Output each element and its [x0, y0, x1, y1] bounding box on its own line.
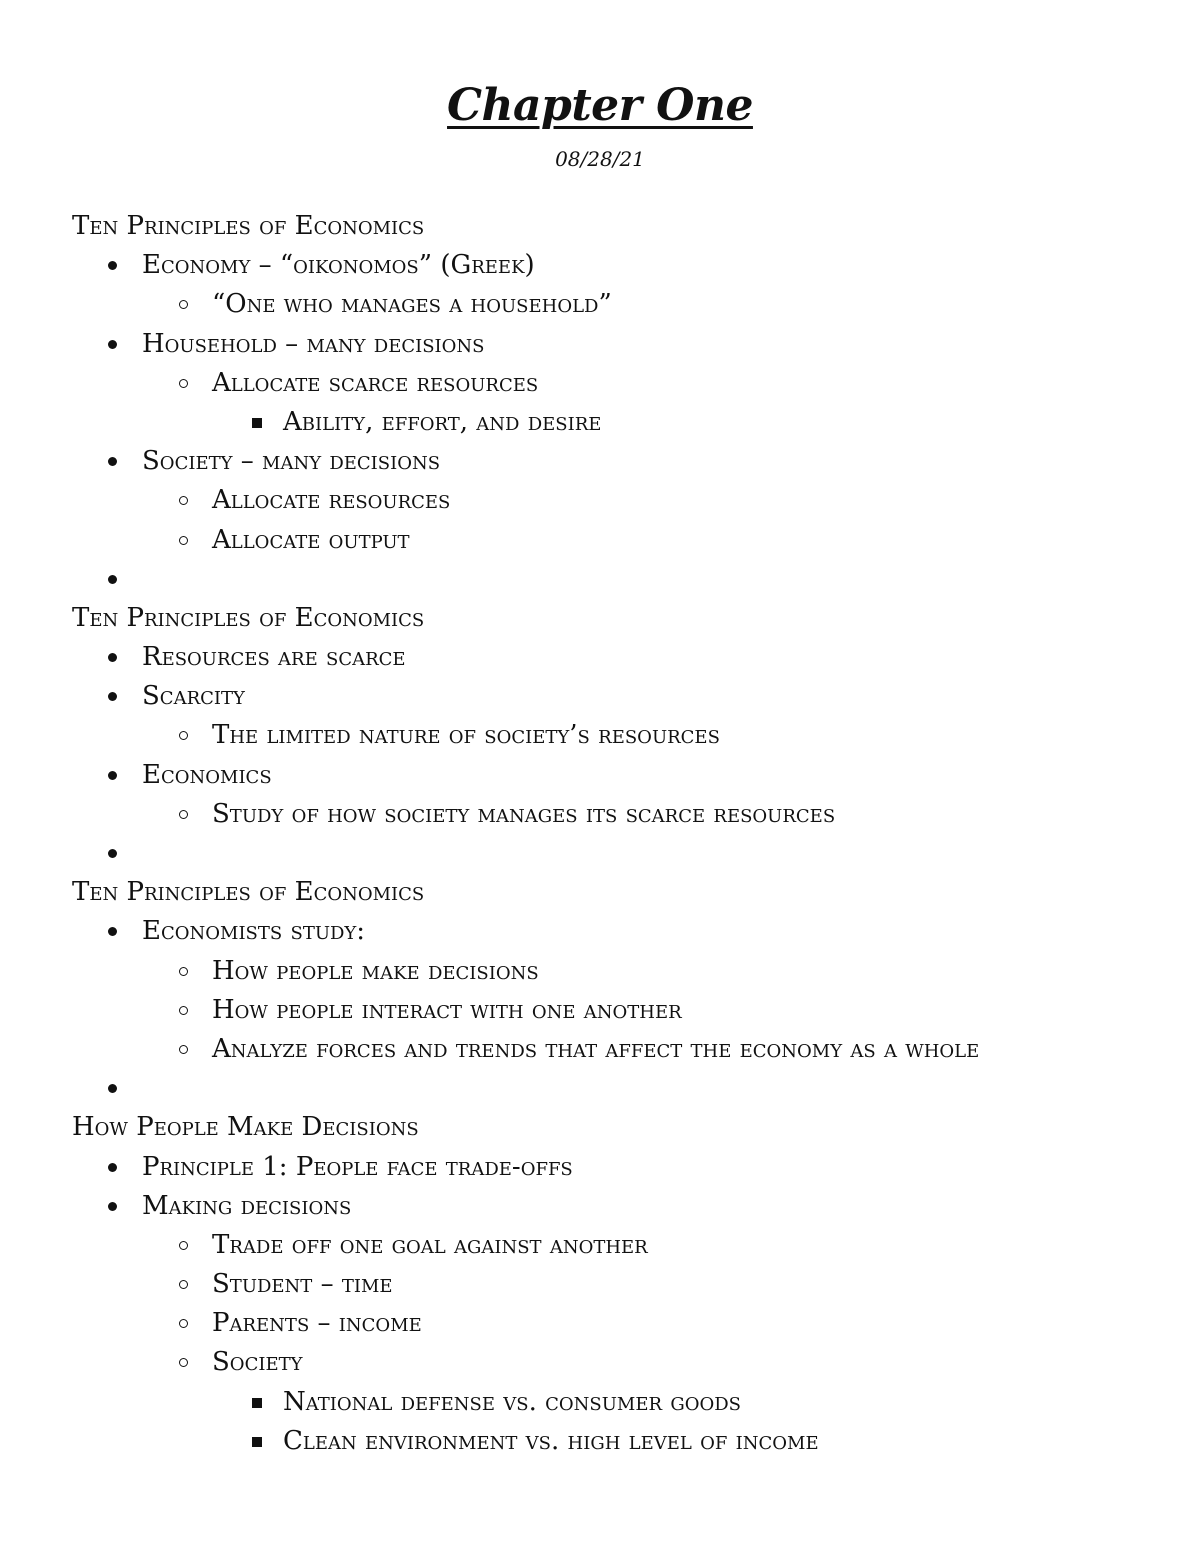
list-item — [72, 991, 1182, 1030]
list-item — [72, 325, 1182, 364]
list-item-text: Economists study: — [142, 916, 366, 947]
list-item-text: The limited nature of society’s resources — [212, 720, 720, 751]
list-item-text: Trade off one goal against another — [212, 1229, 648, 1260]
list-item — [72, 246, 1182, 285]
list-item — [72, 403, 1182, 442]
list-item — [72, 677, 1182, 716]
list-item — [72, 364, 1182, 403]
list-item — [72, 521, 1182, 560]
list-item — [72, 285, 1182, 324]
list-item-text: Study of how society manages its scarce resources — [212, 798, 836, 829]
list-item-text: Making decisions — [142, 1190, 352, 1221]
list-item-text: Allocate scarce resources — [212, 367, 539, 398]
section-heading — [72, 1108, 1182, 1147]
list-item — [72, 1422, 1182, 1461]
list-item — [72, 1148, 1182, 1187]
list-item — [72, 834, 1182, 873]
section-heading — [72, 873, 1182, 912]
section-heading — [72, 599, 1182, 638]
list-item-text: Parents – income — [212, 1308, 422, 1339]
list-item — [72, 1304, 1182, 1343]
list-item — [72, 756, 1182, 795]
list-item-text: Economics — [142, 759, 272, 790]
list-item — [72, 442, 1182, 481]
list-item — [72, 1069, 1182, 1108]
list-item — [72, 952, 1182, 991]
list-item — [72, 1343, 1182, 1382]
notes-outline — [72, 207, 1182, 1461]
list-item-text: Resources are scarce — [142, 642, 406, 673]
list-item — [72, 1187, 1182, 1226]
list-item — [72, 912, 1182, 951]
list-item-text: “One who manages a household” — [212, 289, 612, 320]
list-item-text: Economy – “oikonomos” (Greek) — [142, 250, 535, 281]
list-item — [72, 481, 1182, 520]
list-item — [72, 1383, 1182, 1422]
section-heading-text: Ten Principles of Economics — [72, 877, 425, 908]
page-date: 08/28/21 — [555, 147, 645, 171]
section-heading — [72, 207, 1182, 246]
page-title: Chapter One — [447, 80, 753, 131]
section-heading-text: How People Make Decisions — [72, 1112, 419, 1143]
list-item-text: Allocate output — [212, 524, 410, 555]
list-item — [72, 1265, 1182, 1304]
section-heading-text: Ten Principles of Economics — [72, 211, 425, 241]
list-item-text: Household – many decisions — [142, 328, 485, 359]
list-item — [72, 560, 1182, 599]
list-item-text: How people interact with one another — [212, 994, 682, 1025]
list-item-text: Clean environment vs. high level of income — [283, 1425, 819, 1456]
list-item-text: Scarcity — [142, 681, 245, 712]
list-item — [72, 716, 1182, 755]
list-item-text: Student – time — [212, 1269, 393, 1300]
list-item — [72, 1226, 1182, 1265]
section-heading-text: Ten Principles of Economics — [72, 602, 425, 633]
list-item-text: Allocate resources — [212, 485, 451, 516]
list-item-text: Society — [212, 1347, 303, 1378]
list-item — [72, 795, 1182, 834]
list-item-text: Ability, effort, and desire — [283, 406, 602, 437]
list-item-text: Society – many decisions — [142, 446, 441, 477]
list-item-text: National defense vs. consumer goods — [283, 1386, 741, 1417]
list-item-text: Analyze forces and trends that affect the economy as a whole — [212, 1033, 980, 1064]
list-item — [72, 638, 1182, 677]
list-item-text: How people make decisions — [212, 955, 539, 986]
list-item — [72, 1030, 1182, 1069]
list-item-text: Principle 1: People face trade-offs — [142, 1151, 573, 1182]
